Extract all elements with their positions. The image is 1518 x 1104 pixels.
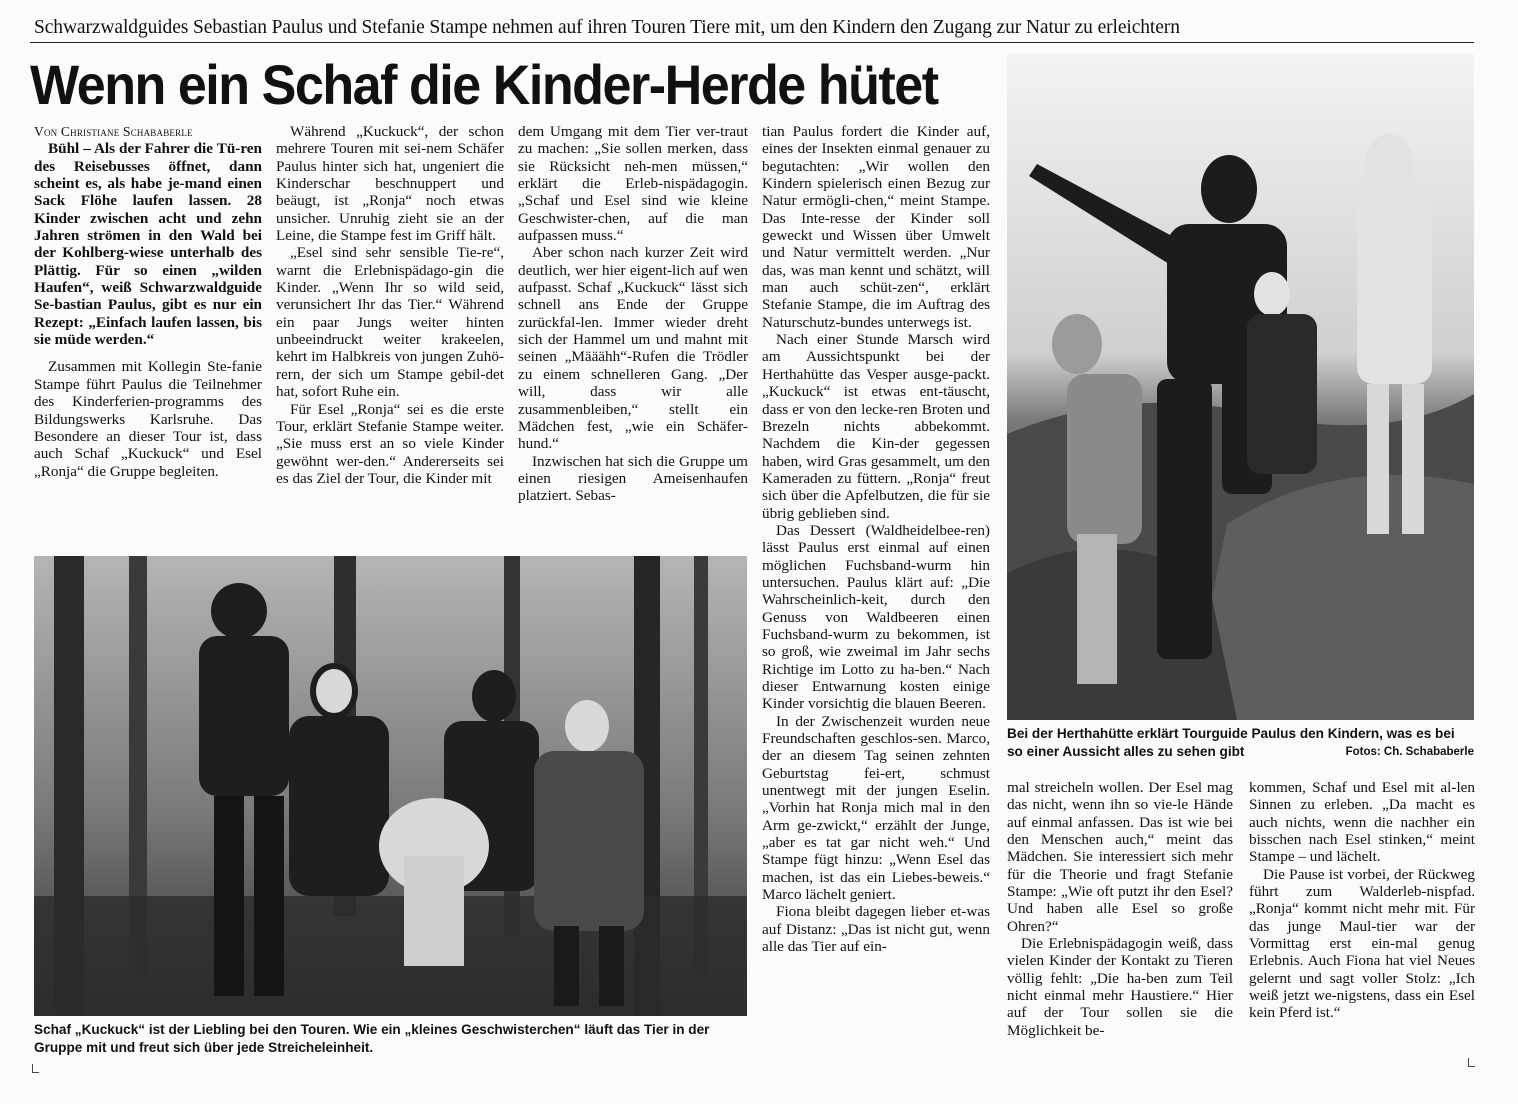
paragraph: Die Erlebnispädagogin weiß, dass vielen Kinder der Kontakt zu Tieren völlig fehlt: „Die ha-ben zum Teil nicht einmal mehr Haustiere.“ Hier auf der Tour sollen sie die Möglichkeit be- (1007, 935, 1233, 1039)
column-6 (1249, 779, 1475, 1022)
caption-text: Bei der Herthahütte erklärt Tourguide Paulus den Kindern, was es bei so einer Aussicht alles zu sehen gibt (1007, 726, 1455, 759)
paragraph: Inzwischen hat sich die Gruppe um einen riesigen Ameisenhaufen platziert. Sebas- (518, 452, 748, 505)
column-1 (34, 123, 262, 480)
paragraph: Das Dessert (Waldheidelbee-ren) lässt Paulus erst einmal auf einen möglichen Fuchsband-wurm hin untersuchen. Paulus klärt auf: „Die Wahrscheinlich-keit, durch den Genuss von Waldbeeren einen Fuchsband-wurm zu bekommen, ist so groß, wie zweimal im Jahr sechs Richtige im Lotto zu ha-ben.“ Nach dieser Entwarnung kosten einige Kinder vorsichtig die blauen Beeren. (762, 521, 990, 713)
photo-guide-pointing (1007, 54, 1474, 720)
paragraph: Fiona bleibt dagegen lieber et-was auf Distanz: „Das ist nicht gut, wenn alle das Tier auf ein- (762, 903, 990, 956)
paragraph: mal streicheln wollen. Der Esel mag das nicht, wenn ihn so vie-le Hände auf einmal anfassen. Das ist wie bei den Menschen auch,“ meint das Mädchen. Sie interessiert sich mehr für die Theorie und fragt Stefanie Stampe: „Wie oft putzt ihr den Esel? Und haben alle Esel so große Ohren?“ (1007, 779, 1233, 935)
photo-children-with-sheep (34, 556, 747, 1016)
paragraph: In der Zwischenzeit wurden neue Freundschaften geschlos-sen. Marco, der an diesem Tag seinen zehnten Geburtstag fei-ert, schmust unentwegt mit der jungen Eselin. „Vorhin hat Ronja mich mal in den Arm ge-zwickt,“ erzählt der Junge, „aber es tat gar nicht weh.“ Und Stampe fügt hinzu: „Wenn Esel das machen, ist das ein Liebes-beweis.“ Marco lächelt geniert. (762, 712, 990, 904)
forest-scene-image (34, 556, 747, 1016)
column-2 (276, 123, 504, 487)
paragraph: Nach einer Stunde Marsch wird am Aussichtspunkt bei der Herthahütte das Vesper ausge-packt. „Kuckuck“ ist etwas ent-täuscht, dass er von den lecke-ren Broten und Brezeln nichts abbekommt. Nachdem die Kin-der gegessen haben, wird Gras gesammelt, um den Kameraden zu füttern. „Ronja“ freut sich über die Apfelbutzen, die für sie übrig geblieben sind. (762, 331, 990, 522)
lead-paragraph: Bühl – Als der Fahrer die Tü-ren des Reisebusses öffnet, dann scheint es, als habe je-mand einen Sack Flöhe laufen lassen. 28 Kinder zwischen acht und zehn Jahren strömen in den Wald bei der Kohlberg-wiese unterhalb des Plättig. Für so einen „wilden Haufen“, weiß Schwarzwaldguide Se-bastian Paulus, gibt es nur ein Rezept: „Einfach laufen lassen, bis sie müde werden.“ (34, 140, 262, 349)
caption-left-photo (34, 1021, 747, 1057)
byline: Von Christiane Schababerle (34, 124, 193, 139)
top-rule (30, 42, 1474, 43)
photo-credit: Fotos: Ch. Schababerle (1345, 746, 1474, 758)
paragraph: Die Pause ist vorbei, der Rückweg führt zum Walderleb-nispfad. „Ronja“ kommt nicht mehr mit. Für das junge Maul-tier war der Vormittag erst ein-mal genug Erlebnis. Auch Fiona hat viel Neues gelernt und sagt voller Stolz: „Ich weiß jetzt we-nigstens, dass ein Esel kein Pferd ist.“ (1249, 865, 1475, 1022)
paragraph: tian Paulus fordert die Kinder auf, eines der Insekten einmal genauer zu begutachten: „Wir wollen den Kindern spielerisch einen Bezug zur Natur ermögli-chen,“ meint Stampe. Das Inte-resse der Kinder soll geweckt und Wissen über Umwelt und Natur vermittelt werden. „Nur das, was man kennt und schätzt, will man auch schüt-zen“, erklärt Stefanie Stampe, die im Auftrag des Naturschutz-bundes unterwegs ist. (762, 123, 990, 331)
headline: Wenn ein Schaf die Kinder-Herde hütet (30, 53, 938, 116)
column-5 (1007, 779, 1233, 1039)
paragraph: Aber schon nach kurzer Zeit wird deutlich, wer hier eigent-lich auf wen aufpasst. Schaf „Kuckuck“ lässt sich schnell ans Ende der Gruppe zurückfal-len. Immer wieder dreht sich der Hammel um und mahnt mit seinen „Määähh“-Rufen die Trödler zu einem schnelleren Gang. „Der will, dass wir alle zusammenbleiben,“ stellt ein Mädchen fest, „wie ein Schäfer-hund.“ (518, 244, 748, 453)
paragraph: Für Esel „Ronja“ sei es die erste Tour, erklärt Stefanie Stampe weiter. „Sie muss erst an so viele Kinder gewöhnt wer-den.“ Andererseits sei es das Ziel der Tour, die Kinder mit (276, 400, 504, 487)
paragraph: Zusammen mit Kollegin Ste-fanie Stampe führt Paulus die Teilnehmer des Kinderferien-programms des Bildungswerks Karlsruhe. Das Besondere an dieser Tour ist, dass auch Schaf „Kuckuck“ und Esel „Ronja“ die Gruppe begleiten. (34, 358, 262, 480)
caption-text: Schaf „Kuckuck“ ist der Liebling bei den Touren. Wie ein „kleines Geschwisterchen“ läuft das Tier in der Gruppe mit und freut sich über jede Streicheleinheit. (34, 1022, 710, 1055)
viewpoint-scene-image (1007, 54, 1474, 720)
column-4 (762, 123, 990, 956)
column-3 (518, 123, 748, 505)
caption-right-photo (1007, 725, 1474, 761)
paragraph: „Esel sind sehr sensible Tie-re“, warnt die Erlebnispädago-gin die Kinder. „Wenn Ihr so wild seid, verunsichert Ihr das Tier.“ Während ein paar Jungs weiter hinten unbeeindruckt weiter krakeelen, kehrt im Halbkreis von jungen Zuhö-rern, der sich um Stampe gebil-det hat, sofort Ruhe ein. (276, 244, 504, 401)
paragraph: Während „Kuckuck“, der schon mehrere Touren mit sei-nem Schäfer Paulus hinter sich hat, ungeniert die Kinderschar beschnuppert und beäugt, ist „Ronja“ noch etwas unsicher. Unruhig zieht sie an der Leine, die Stampe fest im Griff hält. (276, 123, 504, 245)
crop-mark (32, 1064, 39, 1073)
paragraph: dem Umgang mit dem Tier ver-traut zu machen: „Sie sollen merken, dass sie Rücksicht neh-men müssen,“ erklärt die Erleb-nispädagogin. „Schaf und Esel sind wie kleine Geschwister-chen, auf die man aufpassen muss.“ (518, 123, 748, 245)
kicker-line: Schwarzwaldguides Sebastian Paulus und Stefanie Stampe nehmen auf ihren Touren Tiere mit, um den Kindern den Zugang zur Natur zu erleichtern (34, 17, 1180, 38)
crop-mark (1468, 1058, 1475, 1067)
paragraph: kommen, Schaf und Esel mit al-len Sinnen zu erleben. „Da macht es auch nichts, wenn die nachher ein bisschen nach Esel stinken,“ meint Stampe – und lächelt. (1249, 779, 1475, 866)
